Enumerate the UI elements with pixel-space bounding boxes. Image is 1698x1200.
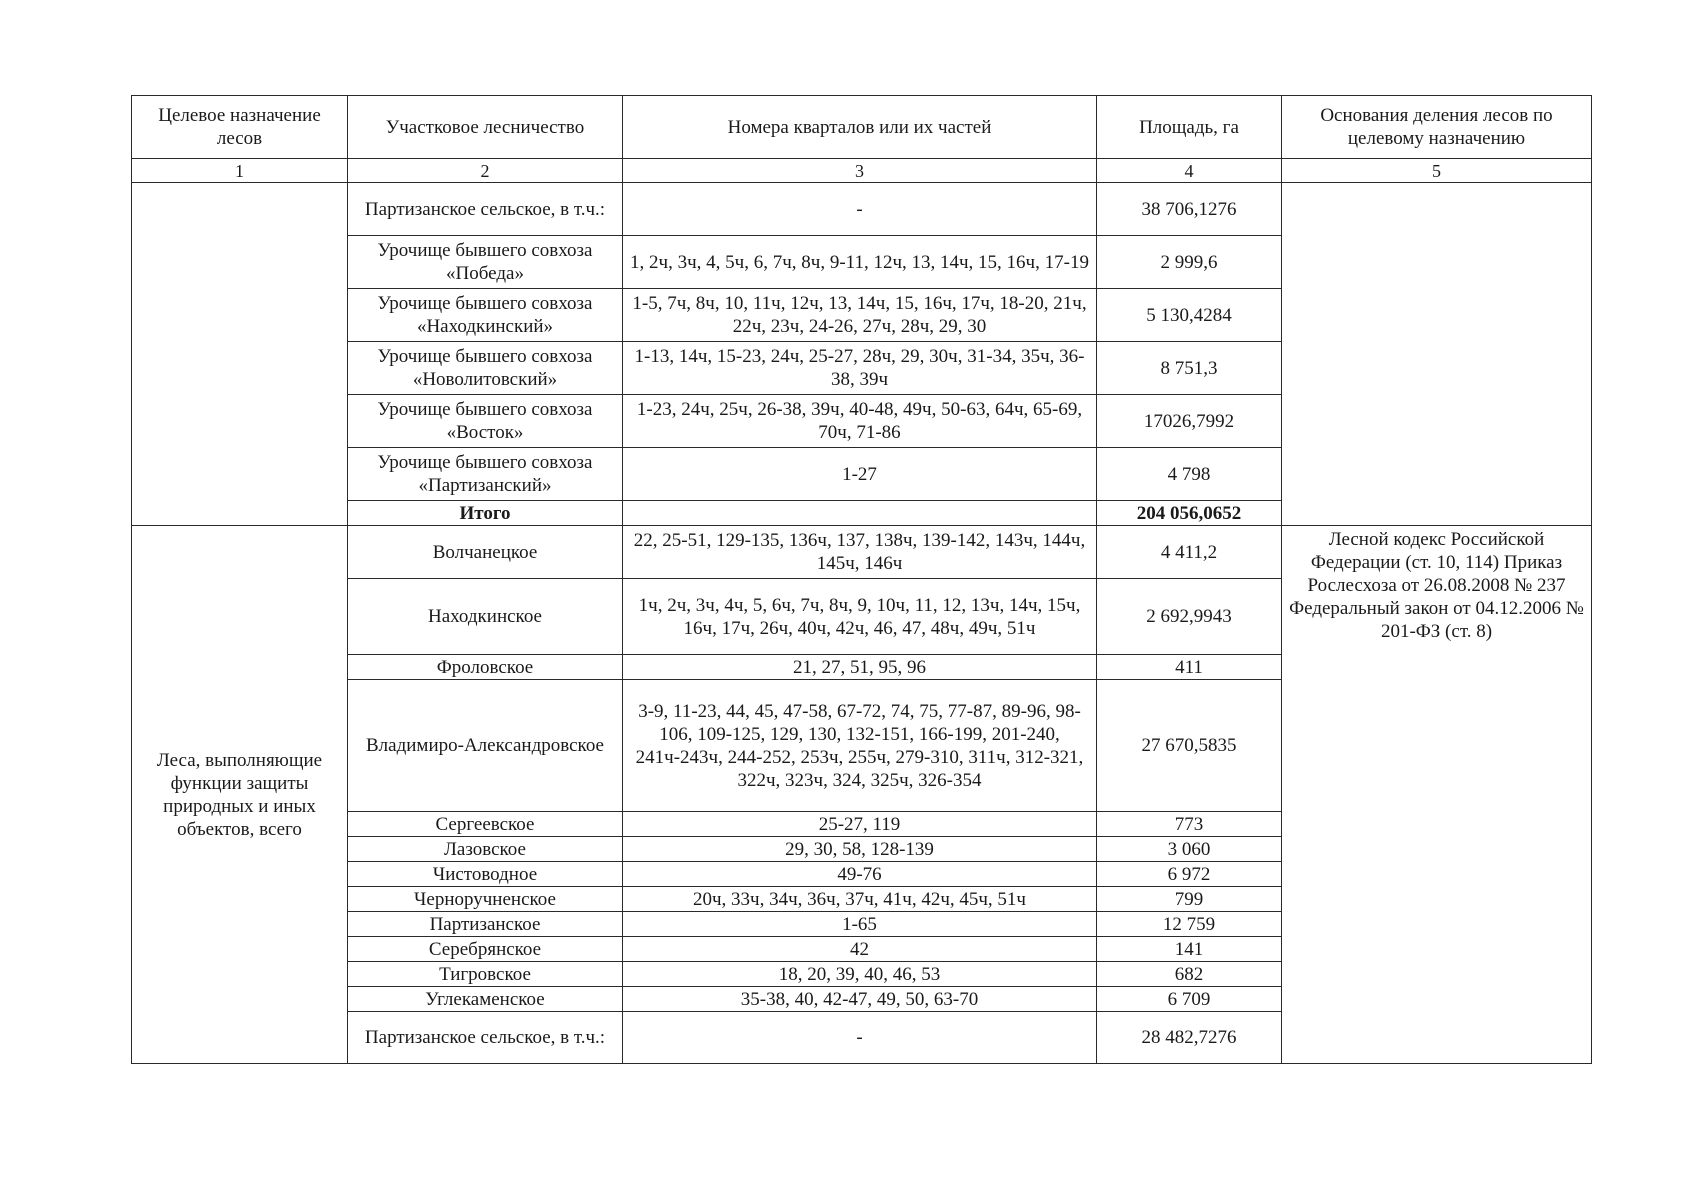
column-number: 2	[348, 159, 623, 183]
district-cell: Лазовское	[348, 837, 623, 862]
table-row	[132, 526, 1592, 579]
quarters-cell: 21, 27, 51, 95, 96	[623, 655, 1097, 680]
area-cell: 799	[1097, 887, 1282, 912]
area-cell: 5 130,4284	[1097, 289, 1282, 342]
quarters-cell: 1-5, 7ч, 8ч, 10, 11ч, 12ч, 13, 14ч, 15, 16ч, 17ч, 18-20, 21ч, 22ч, 23ч, 24-26, 27ч, 28ч, 29, 30	[623, 289, 1097, 342]
quarters-cell: 1ч, 2ч, 3ч, 4ч, 5, 6ч, 7ч, 8ч, 9, 10ч, 11, 12, 13ч, 14ч, 15ч, 16ч, 17ч, 26ч, 40ч, 42ч, 46, 47, 48ч, 49ч, 51ч	[623, 579, 1097, 655]
area-cell: 2 999,6	[1097, 236, 1282, 289]
quarters-cell: 1-65	[623, 912, 1097, 937]
quarters-cell: 1-13, 14ч, 15-23, 24ч, 25-27, 28ч, 29, 30ч, 31-34, 35ч, 36-38, 39ч	[623, 342, 1097, 395]
table-row	[132, 183, 1592, 236]
quarters-cell: 3-9, 11-23, 44, 45, 47-58, 67-72, 74, 75, 77-87, 89-96, 98-106, 109-125, 129, 130, 132-151, 166-199, 201-240, 241ч-243ч, 244-252, 253ч, 255ч, 279-310, 311ч, 312-321, 322ч, 323ч, 324, 325ч, 326-354	[623, 680, 1097, 812]
district-cell: Урочище бывшего совхоза «Восток»	[348, 395, 623, 448]
basis-cell: Лесной кодекс Российской Федерации (ст. 10, 114) Приказ Рослесхоза от 26.08.2008 № 237 Федеральный закон от 04.12.2006 № 201-ФЗ (ст. 8)	[1282, 526, 1592, 1064]
area-cell: 411	[1097, 655, 1282, 680]
area-cell: 6 709	[1097, 987, 1282, 1012]
quarters-cell: 25-27, 119	[623, 812, 1097, 837]
column-number: 4	[1097, 159, 1282, 183]
quarters-cell: 1-23, 24ч, 25ч, 26-38, 39ч, 40-48, 49ч, 50-63, 64ч, 65-69, 70ч, 71-86	[623, 395, 1097, 448]
column-number: 1	[132, 159, 348, 183]
district-cell: Владимиро-Александровское	[348, 680, 623, 812]
total-label: Итого	[348, 501, 623, 526]
column-number: 5	[1282, 159, 1592, 183]
area-cell: 8 751,3	[1097, 342, 1282, 395]
quarters-cell: -	[623, 183, 1097, 236]
area-cell: 12 759	[1097, 912, 1282, 937]
purpose-cell-empty	[132, 183, 348, 526]
district-cell: Урочище бывшего совхоза «Находкинский»	[348, 289, 623, 342]
area-cell: 141	[1097, 937, 1282, 962]
area-cell: 682	[1097, 962, 1282, 987]
forest-purpose-table	[131, 95, 1592, 1064]
quarters-cell: 35-38, 40, 42-47, 49, 50, 63-70	[623, 987, 1097, 1012]
basis-cell-empty	[1282, 183, 1592, 526]
total-quarters	[623, 501, 1097, 526]
column-number: 3	[623, 159, 1097, 183]
area-cell: 2 692,9943	[1097, 579, 1282, 655]
district-cell: Серебрянское	[348, 937, 623, 962]
purpose-cell: Леса, выполняющие функции защиты природных и иных объектов, всего	[132, 526, 348, 1064]
quarters-cell: 49-76	[623, 862, 1097, 887]
quarters-cell: 18, 20, 39, 40, 46, 53	[623, 962, 1097, 987]
column-number-row	[132, 159, 1592, 183]
district-cell: Урочище бывшего совхоза «Партизанский»	[348, 448, 623, 501]
header-cell: Номера кварталов или их частей	[623, 96, 1097, 159]
district-cell: Углекаменское	[348, 987, 623, 1012]
district-cell: Тигровское	[348, 962, 623, 987]
area-cell: 773	[1097, 812, 1282, 837]
district-cell: Черноручненское	[348, 887, 623, 912]
quarters-cell: 42	[623, 937, 1097, 962]
area-cell: 4 798	[1097, 448, 1282, 501]
district-cell: Чистоводное	[348, 862, 623, 887]
quarters-cell: 22, 25-51, 129-135, 136ч, 137, 138ч, 139-142, 143ч, 144ч, 145ч, 146ч	[623, 526, 1097, 579]
area-cell: 3 060	[1097, 837, 1282, 862]
district-cell: Фроловское	[348, 655, 623, 680]
header-cell: Участковое лесничество	[348, 96, 623, 159]
header-cell: Основания деления лесов по целевому назначению	[1282, 96, 1592, 159]
total-area: 204 056,0652	[1097, 501, 1282, 526]
quarters-cell: 1-27	[623, 448, 1097, 501]
area-cell: 38 706,1276	[1097, 183, 1282, 236]
district-cell: Урочище бывшего совхоза «Победа»	[348, 236, 623, 289]
header-cell: Целевое назначение лесов	[132, 96, 348, 159]
area-cell: 28 482,7276	[1097, 1012, 1282, 1064]
header-row	[132, 96, 1592, 159]
district-cell: Урочище бывшего совхоза «Новолитовский»	[348, 342, 623, 395]
document-sheet	[131, 95, 1591, 1064]
area-cell: 27 670,5835	[1097, 680, 1282, 812]
district-cell: Волчанецкое	[348, 526, 623, 579]
district-cell: Находкинское	[348, 579, 623, 655]
quarters-cell: 1, 2ч, 3ч, 4, 5ч, 6, 7ч, 8ч, 9-11, 12ч, 13, 14ч, 15, 16ч, 17-19	[623, 236, 1097, 289]
district-cell: Партизанское сельское, в т.ч.:	[348, 183, 623, 236]
district-cell: Партизанское	[348, 912, 623, 937]
quarters-cell: 29, 30, 58, 128-139	[623, 837, 1097, 862]
quarters-cell: -	[623, 1012, 1097, 1064]
quarters-cell: 20ч, 33ч, 34ч, 36ч, 37ч, 41ч, 42ч, 45ч, 51ч	[623, 887, 1097, 912]
district-cell: Сергеевское	[348, 812, 623, 837]
area-cell: 4 411,2	[1097, 526, 1282, 579]
area-cell: 6 972	[1097, 862, 1282, 887]
district-cell: Партизанское сельское, в т.ч.:	[348, 1012, 623, 1064]
header-cell: Площадь, га	[1097, 96, 1282, 159]
area-cell: 17026,7992	[1097, 395, 1282, 448]
